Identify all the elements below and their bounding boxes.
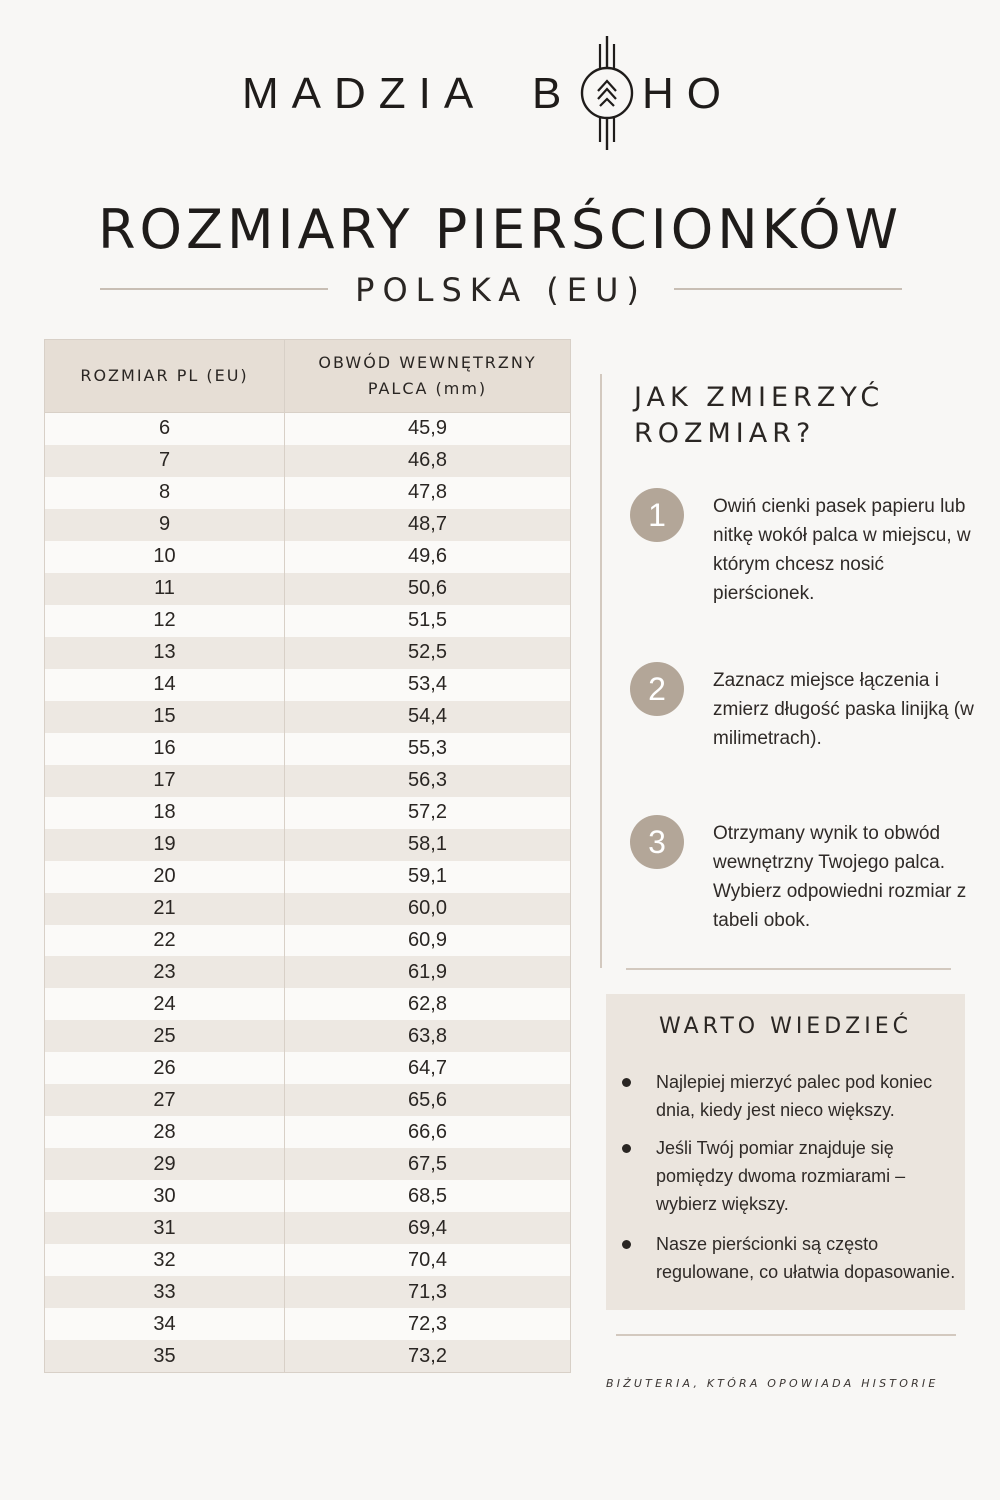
table-row xyxy=(45,1276,570,1308)
size-cell: 13 xyxy=(45,637,285,669)
circumference-cell: 52,5 xyxy=(408,641,447,664)
circumference-cell: 69,4 xyxy=(408,1216,447,1239)
circumference-cell: 63,8 xyxy=(408,1024,447,1047)
brand-name-left: MADZIA xyxy=(242,69,487,118)
table-row xyxy=(45,445,570,477)
table-row xyxy=(45,956,570,988)
size-cell: 9 xyxy=(45,509,285,541)
table-row xyxy=(45,1148,570,1180)
table-row xyxy=(45,1308,570,1340)
info-bullet-text: Jeśli Twój pomiar znajduje się pomiędzy dwoma rozmiarami – wybierz większy. xyxy=(656,1138,906,1214)
size-cell: 6 xyxy=(45,413,285,445)
divider xyxy=(674,288,902,290)
step-text: Owiń cienki pasek papieru lub nitkę wokół palca w miejscu, w którym chcesz nosić pierścionek. xyxy=(713,496,971,604)
size-cell: 25 xyxy=(45,1020,285,1052)
circumference-cell: 73,2 xyxy=(408,1344,447,1367)
size-table xyxy=(44,339,571,1373)
table-row xyxy=(45,797,570,829)
size-cell: 24 xyxy=(45,988,285,1020)
footer-tagline: BIŻUTERIA, KTÓRA OPOWIADA HISTORIE xyxy=(606,1377,939,1390)
size-cell: 35 xyxy=(45,1340,285,1372)
boho-arrow-circle-icon xyxy=(571,36,643,150)
size-cell: 8 xyxy=(45,477,285,509)
circumference-cell: 66,6 xyxy=(408,1120,447,1143)
circumference-cell: 58,1 xyxy=(408,833,447,856)
size-cell: 7 xyxy=(45,445,285,477)
table-row xyxy=(45,765,570,797)
circumference-cell: 67,5 xyxy=(408,1152,447,1175)
size-cell: 20 xyxy=(45,861,285,893)
table-row xyxy=(45,1052,570,1084)
table-row xyxy=(45,829,570,861)
table-row xyxy=(45,573,570,605)
circumference-cell: 46,8 xyxy=(408,449,447,472)
circumference-cell: 68,5 xyxy=(408,1184,447,1207)
size-cell: 21 xyxy=(45,893,285,925)
size-cell: 34 xyxy=(45,1308,285,1340)
info-title: WARTO WIEDZIEĆ xyxy=(659,1014,912,1039)
table-row xyxy=(45,893,570,925)
size-cell: 22 xyxy=(45,925,285,957)
table-row xyxy=(45,413,570,445)
brand-header xyxy=(0,0,1000,180)
table-row xyxy=(45,669,570,701)
info-bullet-text: Najlepiej mierzyć palec pod koniec dnia, kiedy jest nieco większy. xyxy=(656,1072,933,1120)
circumference-cell: 70,4 xyxy=(408,1248,447,1271)
table-row xyxy=(45,925,570,957)
step-number-badge: 3 xyxy=(630,815,684,869)
bullet-dot-icon xyxy=(622,1240,631,1249)
size-cell: 30 xyxy=(45,1180,285,1212)
table-row xyxy=(45,1180,570,1212)
circumference-cell: 57,2 xyxy=(408,801,447,824)
circumference-cell: 71,3 xyxy=(408,1280,447,1303)
step-text: Otrzymany wynik to obwód wewnętrzny Twojego palca. Wybierz odpowiedni rozmiar z tabeli obok. xyxy=(713,823,967,931)
table-row xyxy=(45,509,570,541)
table-row xyxy=(45,1340,570,1372)
circumference-cell: 48,7 xyxy=(408,513,447,536)
brand-name-right: HO xyxy=(642,69,734,118)
page-subtitle: POLSKA (EU) xyxy=(355,271,647,309)
step-text: Zaznacz miejsce łączenia i zmierz długość paska linijką (w milimetrach). xyxy=(713,670,974,749)
circumference-cell: 55,3 xyxy=(408,737,447,760)
table-header xyxy=(45,340,570,413)
bullet-dot-icon xyxy=(622,1144,631,1153)
column-header-size: ROZMIAR PL (EU) xyxy=(45,340,285,412)
size-cell: 10 xyxy=(45,541,285,573)
circumference-cell: 50,6 xyxy=(408,577,447,600)
size-cell: 11 xyxy=(45,573,285,605)
info-bullet-text: Nasze pierścionki są często regulowane, co ułatwia dopasowanie. xyxy=(656,1234,956,1282)
size-cell: 27 xyxy=(45,1084,285,1116)
info-box xyxy=(606,994,965,1310)
size-cell: 28 xyxy=(45,1116,285,1148)
size-cell: 29 xyxy=(45,1148,285,1180)
brand-name-b: B xyxy=(532,69,562,118)
table-row xyxy=(45,477,570,509)
table-row xyxy=(45,861,570,893)
table-row xyxy=(45,733,570,765)
page-title: ROZMIARY PIERŚCIONKÓW xyxy=(98,198,902,261)
circumference-cell: 59,1 xyxy=(408,865,447,888)
circumference-cell: 60,9 xyxy=(408,928,447,951)
size-cell: 15 xyxy=(45,701,285,733)
circumference-cell: 64,7 xyxy=(408,1056,447,1079)
step-number-badge: 1 xyxy=(630,488,684,542)
size-cell: 31 xyxy=(45,1212,285,1244)
table-row xyxy=(45,541,570,573)
size-cell: 19 xyxy=(45,829,285,861)
size-cell: 32 xyxy=(45,1244,285,1276)
circumference-cell: 49,6 xyxy=(408,545,447,568)
table-row xyxy=(45,988,570,1020)
table-row xyxy=(45,701,570,733)
circumference-cell: 56,3 xyxy=(408,769,447,792)
circumference-cell: 51,5 xyxy=(408,609,447,632)
vertical-divider xyxy=(600,374,602,968)
size-cell: 12 xyxy=(45,605,285,637)
circumference-cell: 60,0 xyxy=(408,897,447,920)
divider xyxy=(616,1334,956,1336)
table-row xyxy=(45,1084,570,1116)
circumference-cell: 54,4 xyxy=(408,705,447,728)
table-row xyxy=(45,1212,570,1244)
circumference-cell: 61,9 xyxy=(408,960,447,983)
divider xyxy=(626,968,951,970)
size-cell: 17 xyxy=(45,765,285,797)
table-body xyxy=(45,413,570,1372)
size-cell: 33 xyxy=(45,1276,285,1308)
table-row xyxy=(45,1020,570,1052)
column-header-circumference: OBWÓD WEWNĘTRZNY PALCA (mm) xyxy=(318,353,537,398)
bullet-dot-icon xyxy=(622,1078,631,1087)
circumference-cell: 45,9 xyxy=(408,417,447,440)
circumference-cell: 53,4 xyxy=(408,673,447,696)
table-row xyxy=(45,605,570,637)
subtitle-row xyxy=(100,270,902,310)
size-cell: 14 xyxy=(45,669,285,701)
table-row xyxy=(45,1116,570,1148)
circumference-cell: 72,3 xyxy=(408,1312,447,1335)
circumference-cell: 47,8 xyxy=(408,481,447,504)
size-cell: 23 xyxy=(45,956,285,988)
size-cell: 26 xyxy=(45,1052,285,1084)
divider xyxy=(100,288,328,290)
step-number-badge: 2 xyxy=(630,662,684,716)
size-cell: 16 xyxy=(45,733,285,765)
how-to-title: JAK ZMIERZYĆ ROZMIAR? xyxy=(634,382,885,449)
circumference-cell: 62,8 xyxy=(408,992,447,1015)
circumference-cell: 65,6 xyxy=(408,1088,447,1111)
table-row xyxy=(45,637,570,669)
table-row xyxy=(45,1244,570,1276)
size-cell: 18 xyxy=(45,797,285,829)
